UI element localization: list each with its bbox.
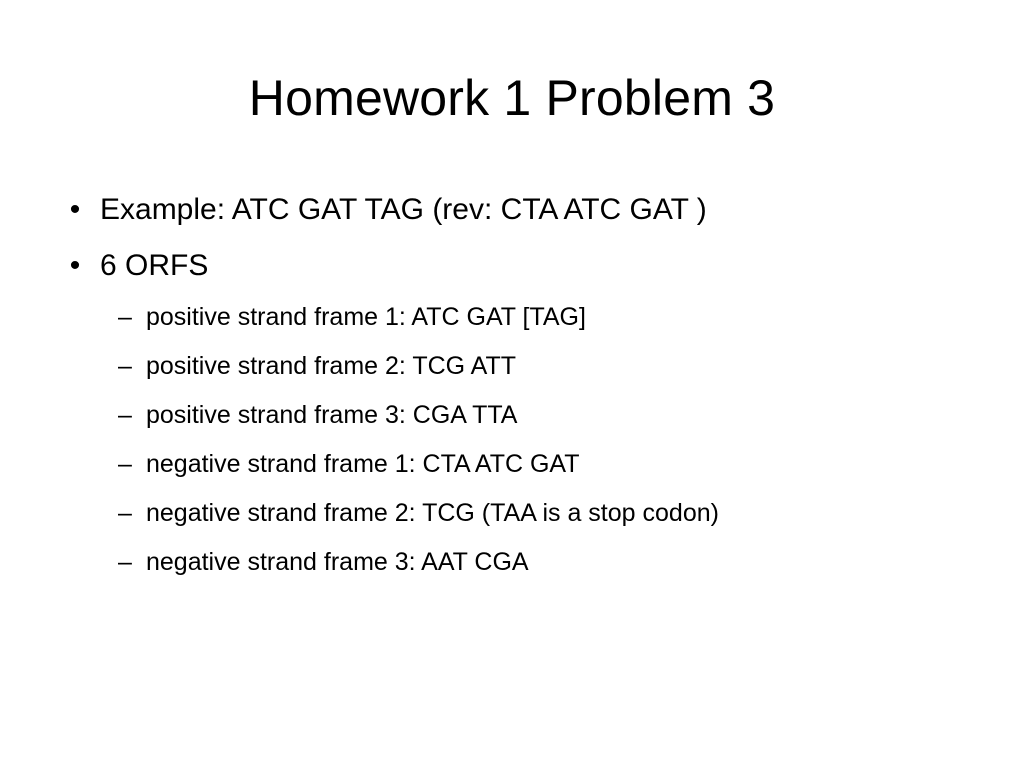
slide-body bbox=[60, 188, 990, 592]
dash-marker: – bbox=[118, 548, 132, 576]
bullet-text: Example: ATC GAT TAG (rev: CTA ATC GAT ) bbox=[100, 193, 707, 226]
sub-bullet-item bbox=[60, 445, 990, 483]
slide-title: Homework 1 Problem 3 bbox=[248, 70, 776, 126]
sub-bullet-list bbox=[60, 298, 990, 581]
dash-marker: – bbox=[118, 499, 132, 527]
sub-bullet-item bbox=[60, 543, 990, 581]
bullet-marker: • bbox=[69, 249, 81, 282]
sub-bullet-text: positive strand frame 2: TCG ATT bbox=[146, 352, 517, 380]
bullet-marker: • bbox=[69, 193, 81, 226]
sub-bullet-item bbox=[60, 298, 990, 336]
sub-bullet-item bbox=[60, 347, 990, 385]
sub-bullet-item bbox=[60, 396, 990, 434]
sub-bullet-text: negative strand frame 3: AAT CGA bbox=[146, 548, 529, 576]
dash-marker: – bbox=[118, 352, 132, 380]
sub-bullet-text: negative strand frame 2: TCG (TAA is a stop codon) bbox=[146, 499, 719, 527]
sub-bullet-text: positive strand frame 1: ATC GAT [TAG] bbox=[146, 303, 586, 331]
dash-marker: – bbox=[118, 401, 132, 429]
sub-bullet-text: positive strand frame 3: CGA TTA bbox=[146, 401, 518, 429]
dash-marker: – bbox=[118, 450, 132, 478]
bullet-text: 6 ORFS bbox=[100, 249, 209, 282]
bullet-item bbox=[60, 188, 990, 232]
dash-marker: – bbox=[118, 303, 132, 331]
sub-bullet-item bbox=[60, 494, 990, 532]
bullet-item bbox=[60, 244, 990, 288]
sub-bullet-text: negative strand frame 1: CTA ATC GAT bbox=[146, 450, 580, 478]
